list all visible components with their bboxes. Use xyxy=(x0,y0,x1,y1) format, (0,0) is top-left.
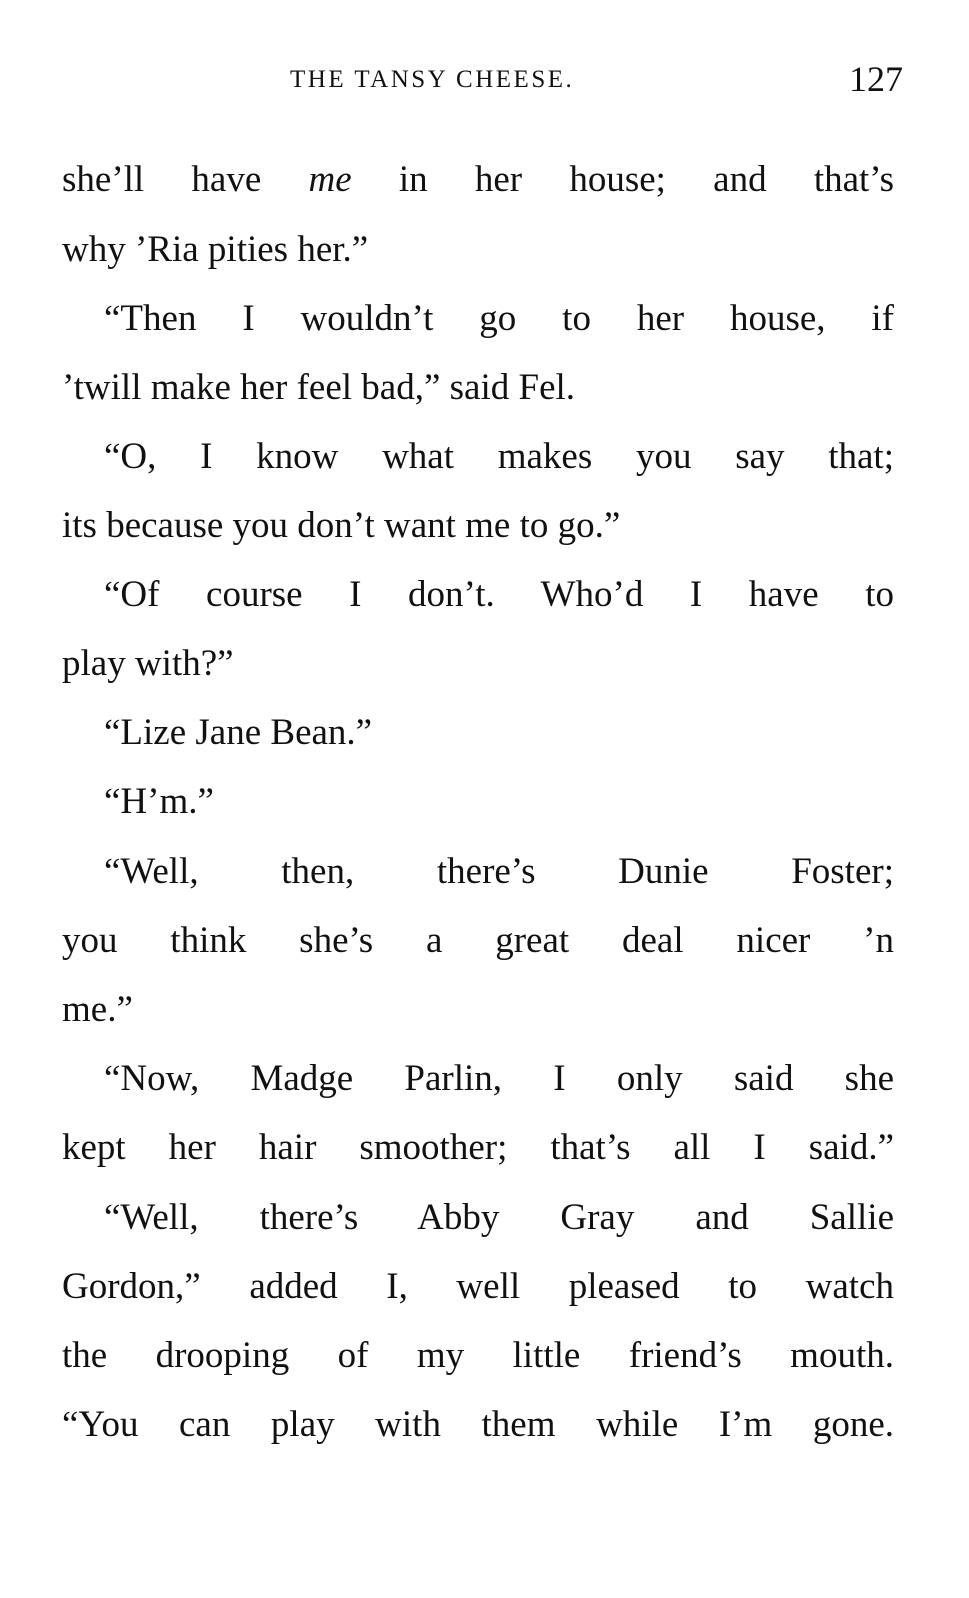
text-line-6: its because you don’t want me to go.” xyxy=(62,505,621,546)
text-line-12: you think she’s a great deal nicer ’n xyxy=(62,920,894,961)
emphasis: me xyxy=(308,159,352,200)
text-line-15: kept her hair smoother; that’s all I said.” xyxy=(62,1127,894,1168)
page-number: 127 xyxy=(849,59,903,99)
text-line-9: “Lize Jane Bean.” xyxy=(104,712,373,753)
text-line-17: Gordon,” added I, well pleased to watch xyxy=(62,1266,894,1307)
text-line-5: “O, I know what makes you say that; xyxy=(104,436,894,477)
text-line-13: me.” xyxy=(62,989,133,1030)
text-line-4: ’twill make her feel bad,” said Fel. xyxy=(62,367,576,408)
text-line-10: “H’m.” xyxy=(104,781,214,822)
text-line-19: “You can play with them while I’m gone. xyxy=(62,1404,894,1445)
text-line-3: “Then I wouldn’t go to her house, if xyxy=(104,298,894,339)
text-line-11: “Well, then, there’s Dunie Foster; xyxy=(104,851,894,892)
running-title: THE TANSY CHEESE. xyxy=(290,66,575,93)
text-line-1: she’ll have me in her house; and that’s xyxy=(62,159,894,200)
text-line-18: the drooping of my little friend’s mouth. xyxy=(62,1335,894,1376)
text-line-2: why ’Ria pities her.” xyxy=(62,229,369,270)
text-line-14: “Now, Madge Parlin, I only said she xyxy=(104,1058,894,1099)
text-line-16: “Well, there’s Abby Gray and Sallie xyxy=(104,1197,894,1238)
text-line-8: play with?” xyxy=(62,643,234,684)
text-line-7: “Of course I don’t. Who’d I have to xyxy=(104,574,894,615)
